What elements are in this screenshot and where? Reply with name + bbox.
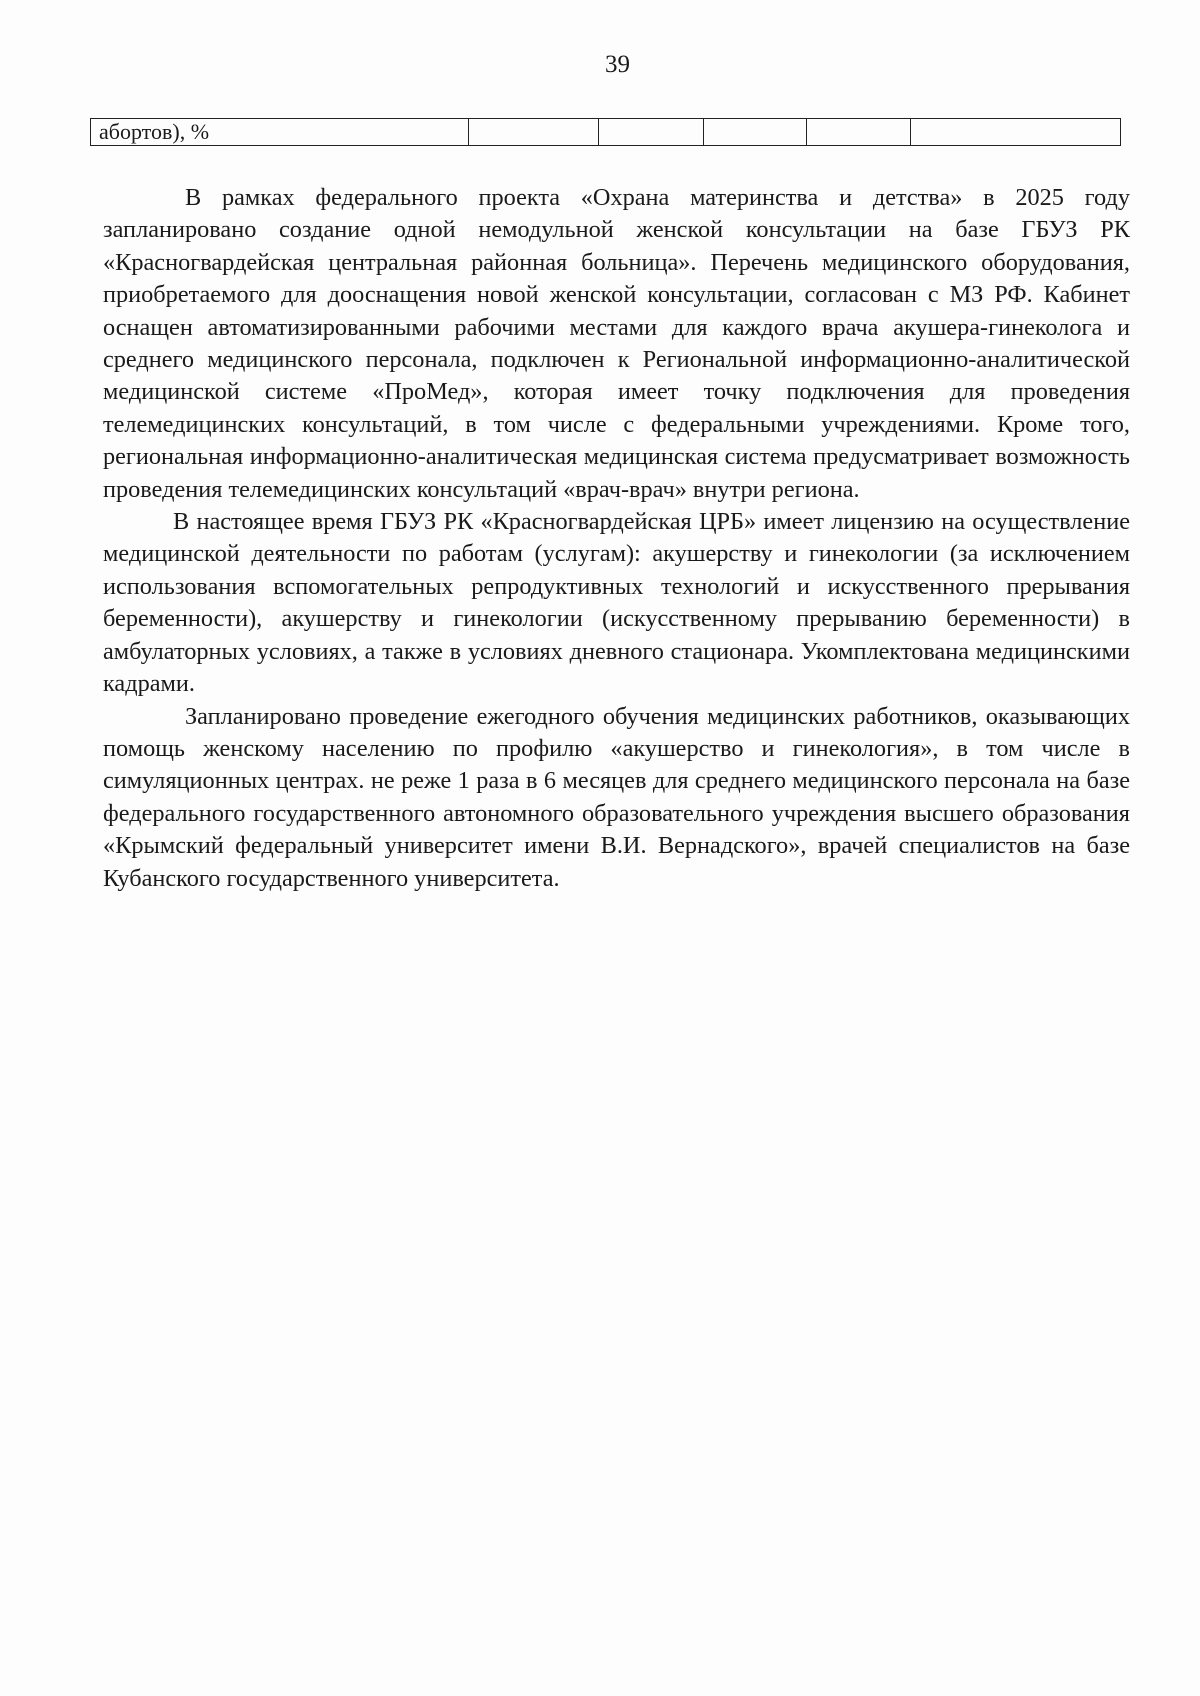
table-cell-empty [469, 119, 599, 146]
table-row [91, 119, 1121, 146]
table-cell-empty [704, 119, 807, 146]
table-fragment [90, 118, 1121, 146]
table-cell-empty [911, 119, 1121, 146]
page-number: 39 [605, 51, 630, 78]
paragraph-license: В настоящее время ГБУЗ РК «Красногвардейская ЦРБ» имеет лицензию на осуществление медицинской деятельности по работам (услугам): акушерству и гинекологии (за исключением использования вспомогательных репродуктивных технологий и искусственного прерывания беременности), акушерству и гинекологии (искусственному прерыванию беременности) в амбулаторных условиях, а также в условиях дневного стационара. Укомплектована медицинскими кадрами. [103, 508, 1130, 698]
document-body [103, 182, 1130, 895]
table-cell-label: абортов), % [91, 119, 469, 146]
table-cell-empty [807, 119, 911, 146]
paragraph-training: Запланировано проведение ежегодного обучения медицинских работников, оказывающих помощь женскому населению по профилю «акушерство и гинекология», в том числе в симуляционных центрах. не реже 1 раза в 6 месяцев для среднего медицинского персонала на базе федерального государственного автономного образовательного учреждения высшего образования «Крымский федеральный университет имени В.И. Вернадского», врачей специалистов на базе Кубанского государственного университета. [103, 702, 1130, 892]
paragraph-federal-project: В рамках федерального проекта «Охрана материнства и детства» в 2025 году запланировано создание одной немодульной женской консультации на базе ГБУЗ РК «Красногвардейская центральная районная больница». Перечень медицинского оборудования, приобретаемого для дооснащения новой женской консультации, согласован с МЗ РФ. Кабинет оснащен автоматизированными рабочими местами для каждого врача акушера-гинеколога и среднего медицинского персонала, подключен к Региональной информационно-аналитической медицинской системе «ПроМед», которая имеет точку подключения для проведения телемедицинских консультаций, в том числе с федеральными учреждениями. Кроме того, региональная информационно-аналитическая медицинская система предусматривает возможность проведения телемедицинских консультаций «врач-врач» внутри региона. [103, 184, 1130, 503]
table-cell-empty [599, 119, 704, 146]
